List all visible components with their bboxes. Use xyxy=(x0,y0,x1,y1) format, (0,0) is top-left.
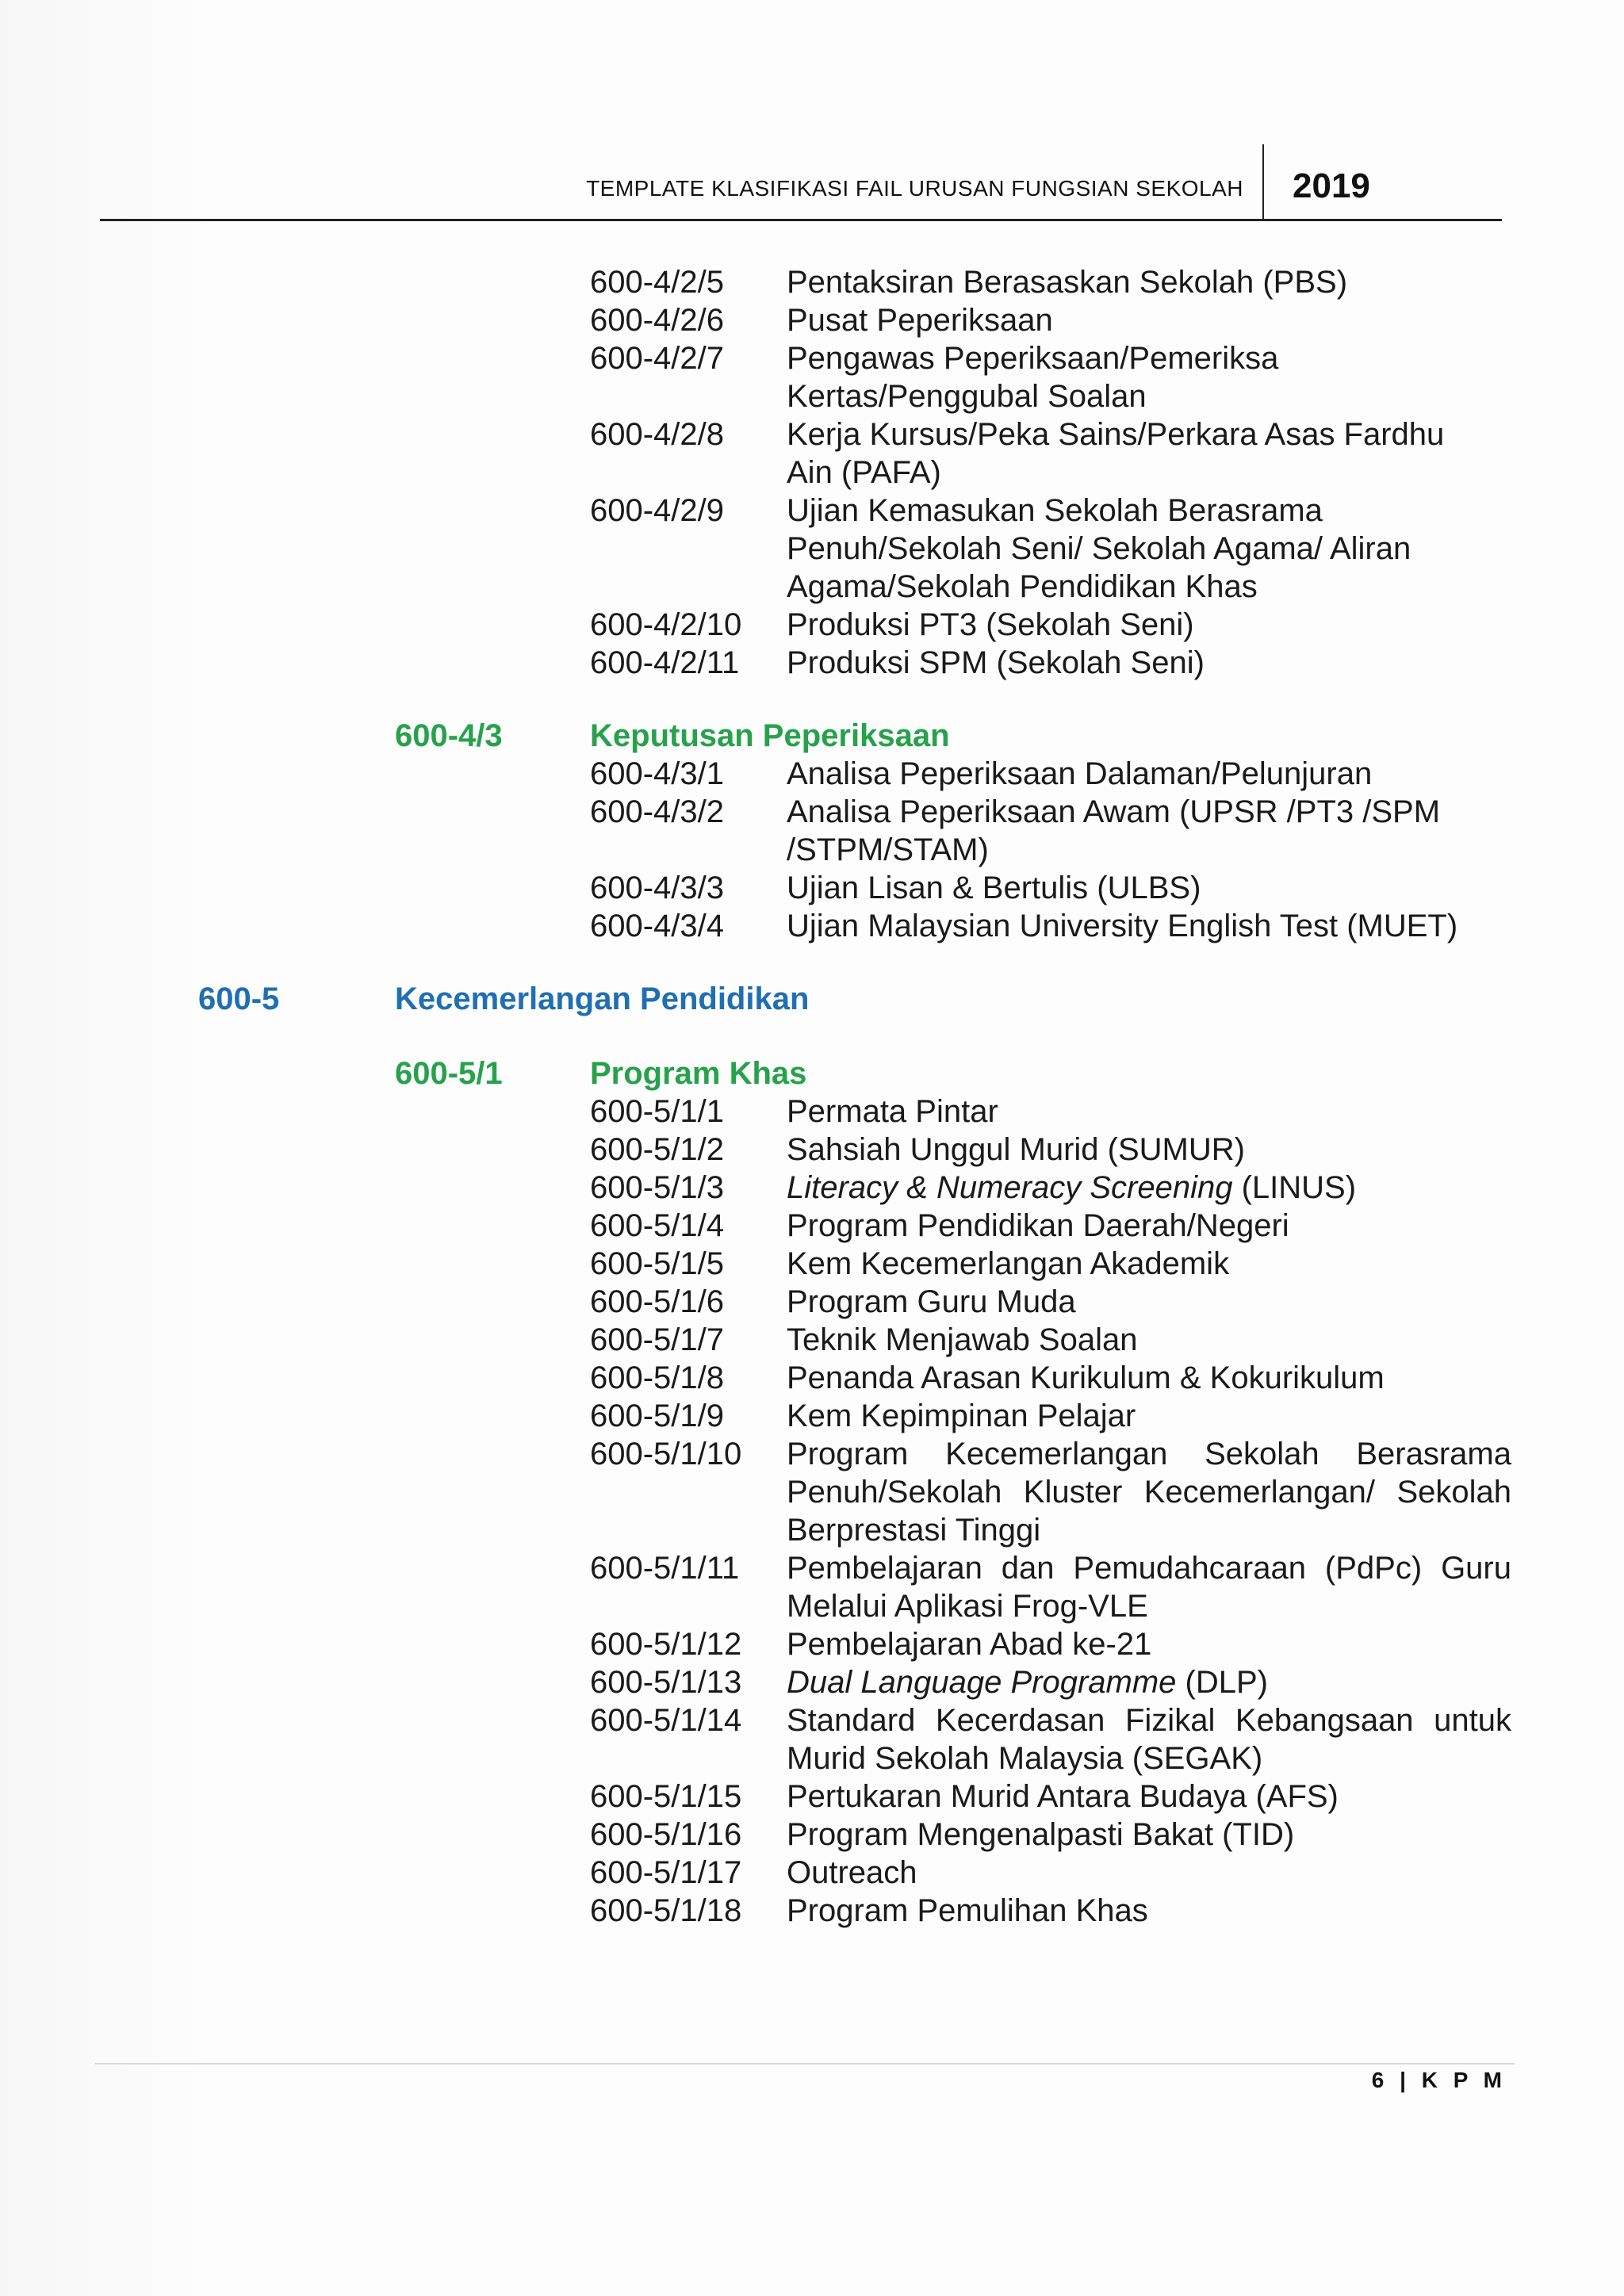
item-text: Murid Sekolah Malaysia (SEGAK) xyxy=(787,1741,1263,1776)
page-number: 6 | K P M xyxy=(1371,2068,1507,2092)
header-year: 2019 xyxy=(1293,166,1370,205)
item-code: 600-5/1/17 xyxy=(590,1855,742,1890)
header-divider xyxy=(1262,144,1264,220)
item-code: 600-5/1/2 xyxy=(590,1132,725,1167)
item-text: Analisa Peperiksaan Awam (UPSR /PT3 /SPM xyxy=(787,794,1441,829)
item-text: Penuh/Sekolah Kluster Kecemerlangan/ Sekolah xyxy=(787,1475,1511,1510)
item-code: 600-4/2/8 xyxy=(590,417,725,452)
item-text: Program Pendidikan Daerah/Negeri xyxy=(787,1208,1289,1243)
item-code: 600-5/1/7 xyxy=(590,1322,725,1357)
page-shading xyxy=(0,0,214,2296)
item-text: Ain (PAFA) xyxy=(787,455,941,490)
item-text-rest: (DLP) xyxy=(1176,1665,1268,1700)
item-code: 600-4/3/4 xyxy=(590,909,725,943)
item-text-rest: (LINUS) xyxy=(1232,1170,1357,1205)
item-text: Program Guru Muda xyxy=(787,1284,1076,1319)
item-code: 600-5/1/4 xyxy=(590,1208,725,1243)
item-code: 600-4/2/7 xyxy=(590,341,725,376)
item-code: 600-4/3/1 xyxy=(590,756,725,791)
item-text: Kem Kecemerlangan Akademik xyxy=(787,1246,1230,1281)
item-text: /STPM/STAM) xyxy=(787,832,989,867)
item-code: 600-5/1/16 xyxy=(590,1817,742,1852)
item-text: Sahsiah Unggul Murid (SUMUR) xyxy=(787,1132,1245,1167)
item-code: 600-4/2/10 xyxy=(590,607,742,642)
item-text: Standard Kecerdasan Fizikal Kebangsaan untuk xyxy=(787,1703,1511,1738)
item-text: Melalui Aplikasi Frog-VLE xyxy=(787,1589,1148,1624)
item-code: 600-4/2/5 xyxy=(590,265,725,300)
item-text: Penanda Arasan Kurikulum & Kokurikulum xyxy=(787,1360,1385,1395)
item-text: Produksi PT3 (Sekolah Seni) xyxy=(787,607,1194,642)
item-code: 600-5/1/8 xyxy=(590,1360,725,1395)
item-text: Program Pemulihan Khas xyxy=(787,1893,1148,1928)
header-rule xyxy=(100,219,1502,221)
item-text: Program Mengenalpasti Bakat (TID) xyxy=(787,1817,1295,1852)
header-title: TEMPLATE KLASIFIKASI FAIL URUSAN FUNGSIAN SEKOLAH xyxy=(586,176,1243,201)
item-code: 600-5/1/9 xyxy=(590,1399,725,1433)
item-text: Analisa Peperiksaan Dalaman/Pelunjuran xyxy=(787,756,1373,791)
item-code: 600-5/1/18 xyxy=(590,1893,742,1928)
item-text: Penuh/Sekolah Seni/ Sekolah Agama/ Aliran xyxy=(787,531,1411,566)
section-title: Keputusan Peperiksaan xyxy=(590,718,950,753)
item-code: 600-5/1/1 xyxy=(590,1094,725,1129)
item-text: Produksi SPM (Sekolah Seni) xyxy=(787,645,1205,680)
item-code: 600-4/3/2 xyxy=(590,794,725,829)
item-text xyxy=(787,1663,1268,1701)
section-title: Program Khas xyxy=(590,1056,807,1091)
item-code: 600-4/2/9 xyxy=(590,493,725,528)
item-text: Pertukaran Murid Antara Budaya (AFS) xyxy=(787,1779,1339,1814)
section-code: 600-4/3 xyxy=(395,718,503,753)
item-text: Program Kecemerlangan Sekolah Berasrama xyxy=(787,1437,1511,1471)
item-code: 600-4/2/11 xyxy=(590,645,740,680)
item-text: Kerja Kursus/Peka Sains/Perkara Asas Fardhu xyxy=(787,417,1445,452)
item-text: Pentaksiran Berasaskan Sekolah (PBS) xyxy=(787,265,1348,300)
section-code: 600-5/1 xyxy=(395,1056,503,1091)
item-text: Outreach xyxy=(787,1855,917,1890)
item-text: Pembelajaran dan Pemudahcaraan (PdPc) Guru xyxy=(787,1551,1511,1586)
item-text: Pembelajaran Abad ke-21 xyxy=(787,1627,1152,1662)
item-code: 600-5/1/15 xyxy=(590,1779,742,1814)
item-code: 600-4/3/3 xyxy=(590,871,725,905)
item-text: Pengawas Peperiksaan/Pemeriksa xyxy=(787,341,1279,376)
item-code: 600-5/1/13 xyxy=(590,1665,742,1700)
item-text: Kertas/Penggubal Soalan xyxy=(787,379,1147,414)
item-text: Kem Kepimpinan Pelajar xyxy=(787,1399,1136,1433)
item-code: 600-5/1/6 xyxy=(590,1284,725,1319)
item-text: Teknik Menjawab Soalan xyxy=(787,1322,1138,1357)
item-text-italic: Literacy & Numeracy Screening xyxy=(787,1170,1233,1205)
chapter-code: 600-5 xyxy=(198,982,280,1016)
item-code: 600-5/1/12 xyxy=(590,1627,742,1662)
item-code: 600-5/1/11 xyxy=(590,1551,740,1586)
item-code: 600-4/2/6 xyxy=(590,303,725,338)
item-text xyxy=(787,1169,1356,1207)
item-text: Agama/Sekolah Pendidikan Khas xyxy=(787,569,1258,604)
item-text: Berprestasi Tinggi xyxy=(787,1513,1041,1548)
item-text: Pusat Peperiksaan xyxy=(787,303,1053,338)
item-text-italic: Dual Language Programme xyxy=(787,1665,1177,1700)
item-text: Permata Pintar xyxy=(787,1094,998,1129)
item-text: Ujian Lisan & Bertulis (ULBS) xyxy=(787,871,1201,905)
footer-rule xyxy=(95,2063,1515,2064)
item-code: 600-5/1/14 xyxy=(590,1703,742,1738)
item-code: 600-5/1/5 xyxy=(590,1246,725,1281)
item-text: Ujian Kemasukan Sekolah Berasrama xyxy=(787,493,1323,528)
chapter-title: Kecemerlangan Pendidikan xyxy=(395,982,810,1016)
item-text: Ujian Malaysian University English Test (MUET) xyxy=(787,909,1458,943)
item-code: 600-5/1/3 xyxy=(590,1170,725,1205)
item-code: 600-5/1/10 xyxy=(590,1437,742,1471)
